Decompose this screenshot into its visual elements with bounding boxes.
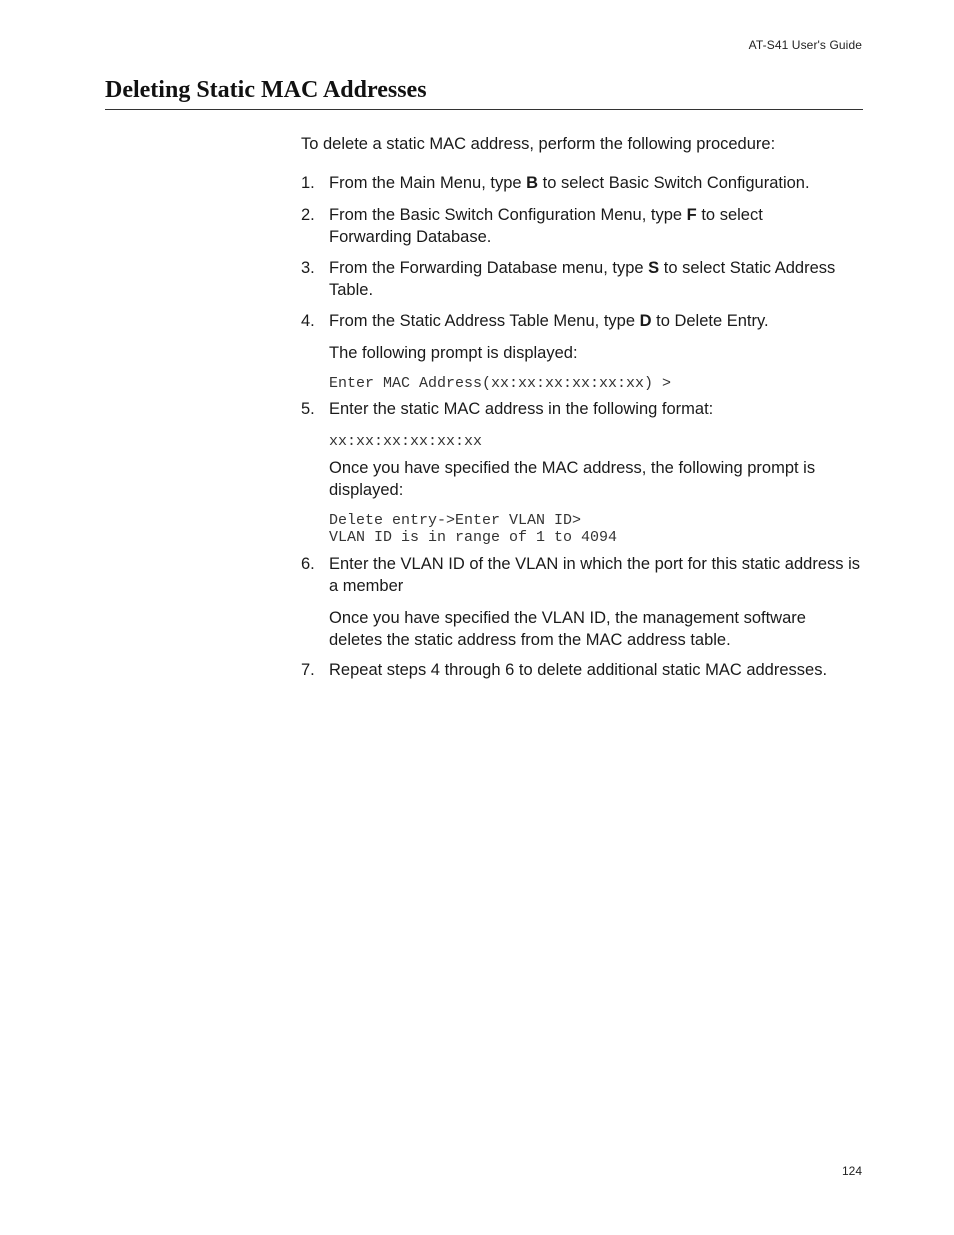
step-text: Enter the static MAC address in the following format: [329,400,714,418]
step-number: 5. [301,400,315,418]
step-2 [301,205,801,248]
step-number: 2. [301,206,315,224]
running-header: AT-S41 User's Guide [748,38,862,52]
step-text: Repeat steps 4 through 6 to delete additional static MAC addresses. [329,661,828,679]
step-text: From the Main Menu, type B to select Basic Switch Configuration. [329,174,810,192]
step-6-note: Once you have specified the VLAN ID, the management software deletes the static address from the MAC address table. [329,609,806,649]
step-text: From the Static Address Table Menu, type D to Delete Entry. [329,312,769,330]
menu-key: D [639,312,652,330]
title-rule [105,109,863,110]
step-text: From the Basic Switch Configuration Menu, type F to select Forwarding Database. [329,206,763,246]
section-title: Deleting Static MAC Addresses [105,77,427,103]
step-7 [301,660,863,682]
step-number: 1. [301,174,315,192]
step-number: 4. [301,312,315,330]
step-1 [301,173,863,195]
step-4 [301,311,863,333]
intro-paragraph: To delete a static MAC address, perform the following procedure: [301,135,776,153]
step-3 [301,258,863,301]
step-4-note: The following prompt is displayed: [329,344,578,362]
step-text: Enter the VLAN ID of the VLAN in which the port for this static address is a member [329,555,860,595]
step-text: From the Forwarding Database menu, type S to select Static Address Table. [329,259,836,299]
menu-key: S [648,259,660,277]
step-number: 7. [301,661,315,679]
step-number: 6. [301,555,315,573]
mac-address-format: xx:xx:xx:xx:xx:xx [329,433,483,450]
vlan-prompt-line-2: VLAN ID is in range of 1 to 4094 [329,529,618,546]
menu-key: F [686,206,697,224]
step-5-note: Once you have specified the MAC address, the following prompt is displayed: [329,459,816,499]
menu-key: B [526,174,539,192]
page-number: 124 [841,1164,862,1178]
step-5 [301,399,863,421]
step-number: 3. [301,259,315,277]
vlan-prompt-line-1: Delete entry->Enter VLAN ID> [329,512,582,529]
mac-address-prompt: Enter MAC Address(xx:xx:xx:xx:xx:xx) > [329,375,672,392]
step-6 [301,554,863,597]
